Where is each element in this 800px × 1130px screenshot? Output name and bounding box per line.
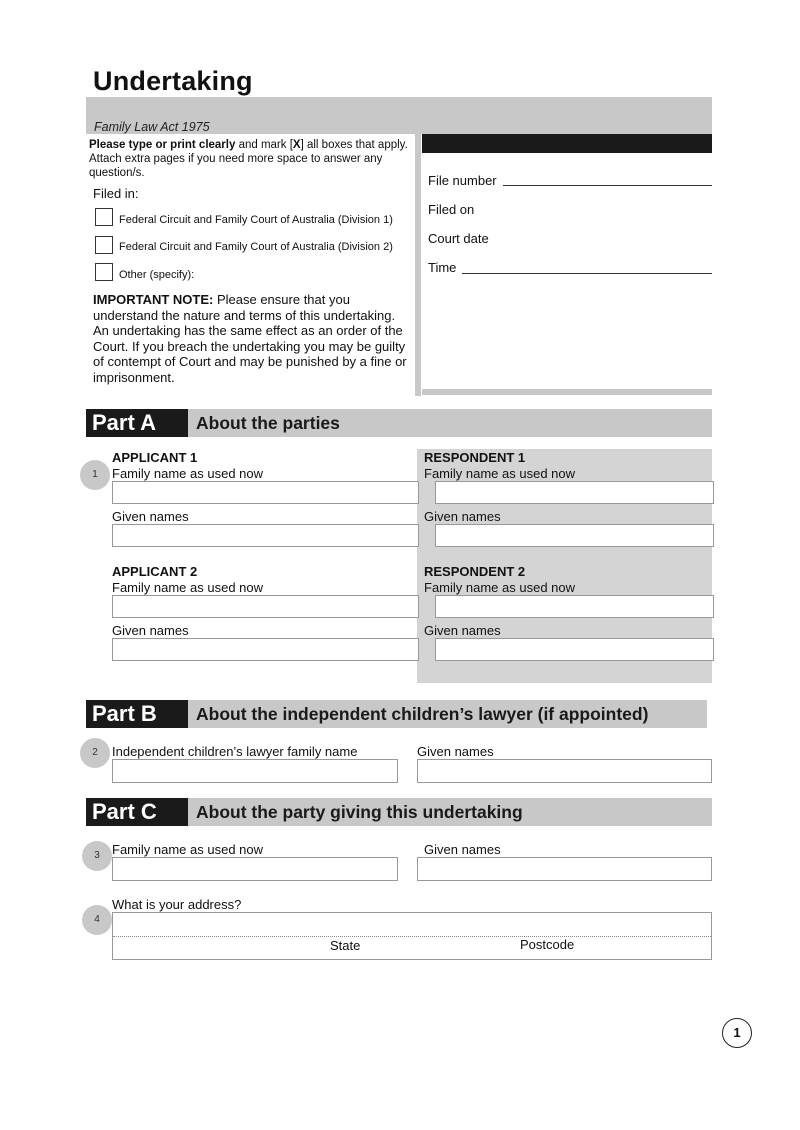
icl-family-name-input[interactable]	[112, 759, 398, 783]
question-3-number: 3	[82, 841, 112, 871]
party-given-names-input[interactable]	[417, 857, 712, 881]
court-use-bar	[422, 134, 712, 153]
address-input[interactable]	[112, 912, 712, 960]
party-given-label: Given names	[424, 842, 501, 857]
address-label: What is your address?	[112, 897, 242, 912]
court-box-bottom	[422, 389, 712, 395]
respondent2-heading: RESPONDENT 2	[424, 564, 526, 579]
court-date-label: Court date	[428, 231, 489, 246]
applicant1-family-label: Family name as used now	[112, 466, 264, 481]
respondent1-family-name-input[interactable]	[435, 481, 714, 504]
court-division1-checkbox[interactable]	[95, 208, 113, 226]
file-number-field[interactable]	[503, 185, 712, 186]
act-name: Family Law Act 1975	[94, 120, 210, 134]
question-1-number: 1	[80, 460, 110, 490]
part-b-tag: Part B	[86, 700, 188, 728]
file-number-label: File number	[428, 173, 497, 188]
icl-given-label: Given names	[417, 744, 494, 759]
respondent1-given-names-input[interactable]	[435, 524, 714, 547]
important-note: IMPORTANT NOTE: Please ensure that you understand the nature and terms of this undertaking. An undertaking has the same effect as an order of the Court. If you breach the undertaking you may be guilty of contempt of Court and may be punished by a fine or imprisonment.	[93, 292, 407, 385]
form-title: Undertaking	[93, 66, 253, 96]
court-other-checkbox[interactable]	[95, 263, 113, 281]
applicant2-given-label: Given names	[112, 623, 189, 638]
court-division2-checkbox[interactable]	[95, 236, 113, 254]
state-label: State	[330, 938, 361, 953]
party-family-name-input[interactable]	[112, 857, 398, 881]
court-box-divider	[415, 134, 421, 396]
applicant2-heading: APPLICANT 2	[112, 564, 198, 579]
question-4-number: 4	[82, 905, 112, 935]
respondent2-family-name-input[interactable]	[435, 595, 714, 618]
part-c-title: About the party giving this undertaking	[196, 802, 523, 822]
instructions: Please type or print clearly and mark [X] all boxes that apply. Attach extra pages if you need more space to answer any question/s.	[89, 139, 408, 179]
respondent1-family-label: Family name as used now	[424, 466, 576, 481]
respondent1-heading: RESPONDENT 1	[424, 450, 526, 465]
time-label: Time	[428, 260, 457, 275]
part-a-header	[86, 409, 712, 437]
part-b-title: About the independent children’s lawyer (if appointed)	[196, 704, 649, 724]
part-a-title: About the parties	[196, 413, 340, 433]
question-2-number: 2	[80, 738, 110, 768]
time-field[interactable]	[462, 273, 712, 274]
applicant2-family-label: Family name as used now	[112, 580, 264, 595]
applicant1-family-name-input[interactable]	[112, 481, 419, 504]
applicant2-family-name-input[interactable]	[112, 595, 419, 618]
icl-family-label: Independent children’s lawyer family name	[112, 744, 358, 759]
part-b-header	[86, 700, 707, 728]
address-divider	[113, 936, 711, 937]
page-number: 1	[722, 1018, 752, 1048]
icl-given-names-input[interactable]	[417, 759, 712, 783]
part-c-header	[86, 798, 712, 826]
filed-on-label: Filed on	[428, 202, 475, 217]
court-division2-label: Federal Circuit and Family Court of Australia (Division 2)	[119, 241, 393, 253]
applicant1-given-label: Given names	[112, 509, 189, 524]
part-c-tag: Part C	[86, 798, 188, 826]
respondent2-family-label: Family name as used now	[424, 580, 576, 595]
filed-in-label: Filed in:	[93, 186, 139, 201]
court-division1-label: Federal Circuit and Family Court of Australia (Division 1)	[119, 214, 393, 226]
respondent1-given-label: Given names	[424, 509, 501, 524]
court-other-label: Other (specify):	[119, 269, 195, 281]
applicant2-given-names-input[interactable]	[112, 638, 419, 661]
respondent2-given-label: Given names	[424, 623, 501, 638]
part-a-tag: Part A	[86, 409, 188, 437]
party-family-label: Family name as used now	[112, 842, 264, 857]
postcode-label: Postcode	[520, 937, 575, 952]
applicant1-given-names-input[interactable]	[112, 524, 419, 547]
respondent2-given-names-input[interactable]	[435, 638, 714, 661]
applicant1-heading: APPLICANT 1	[112, 450, 198, 465]
